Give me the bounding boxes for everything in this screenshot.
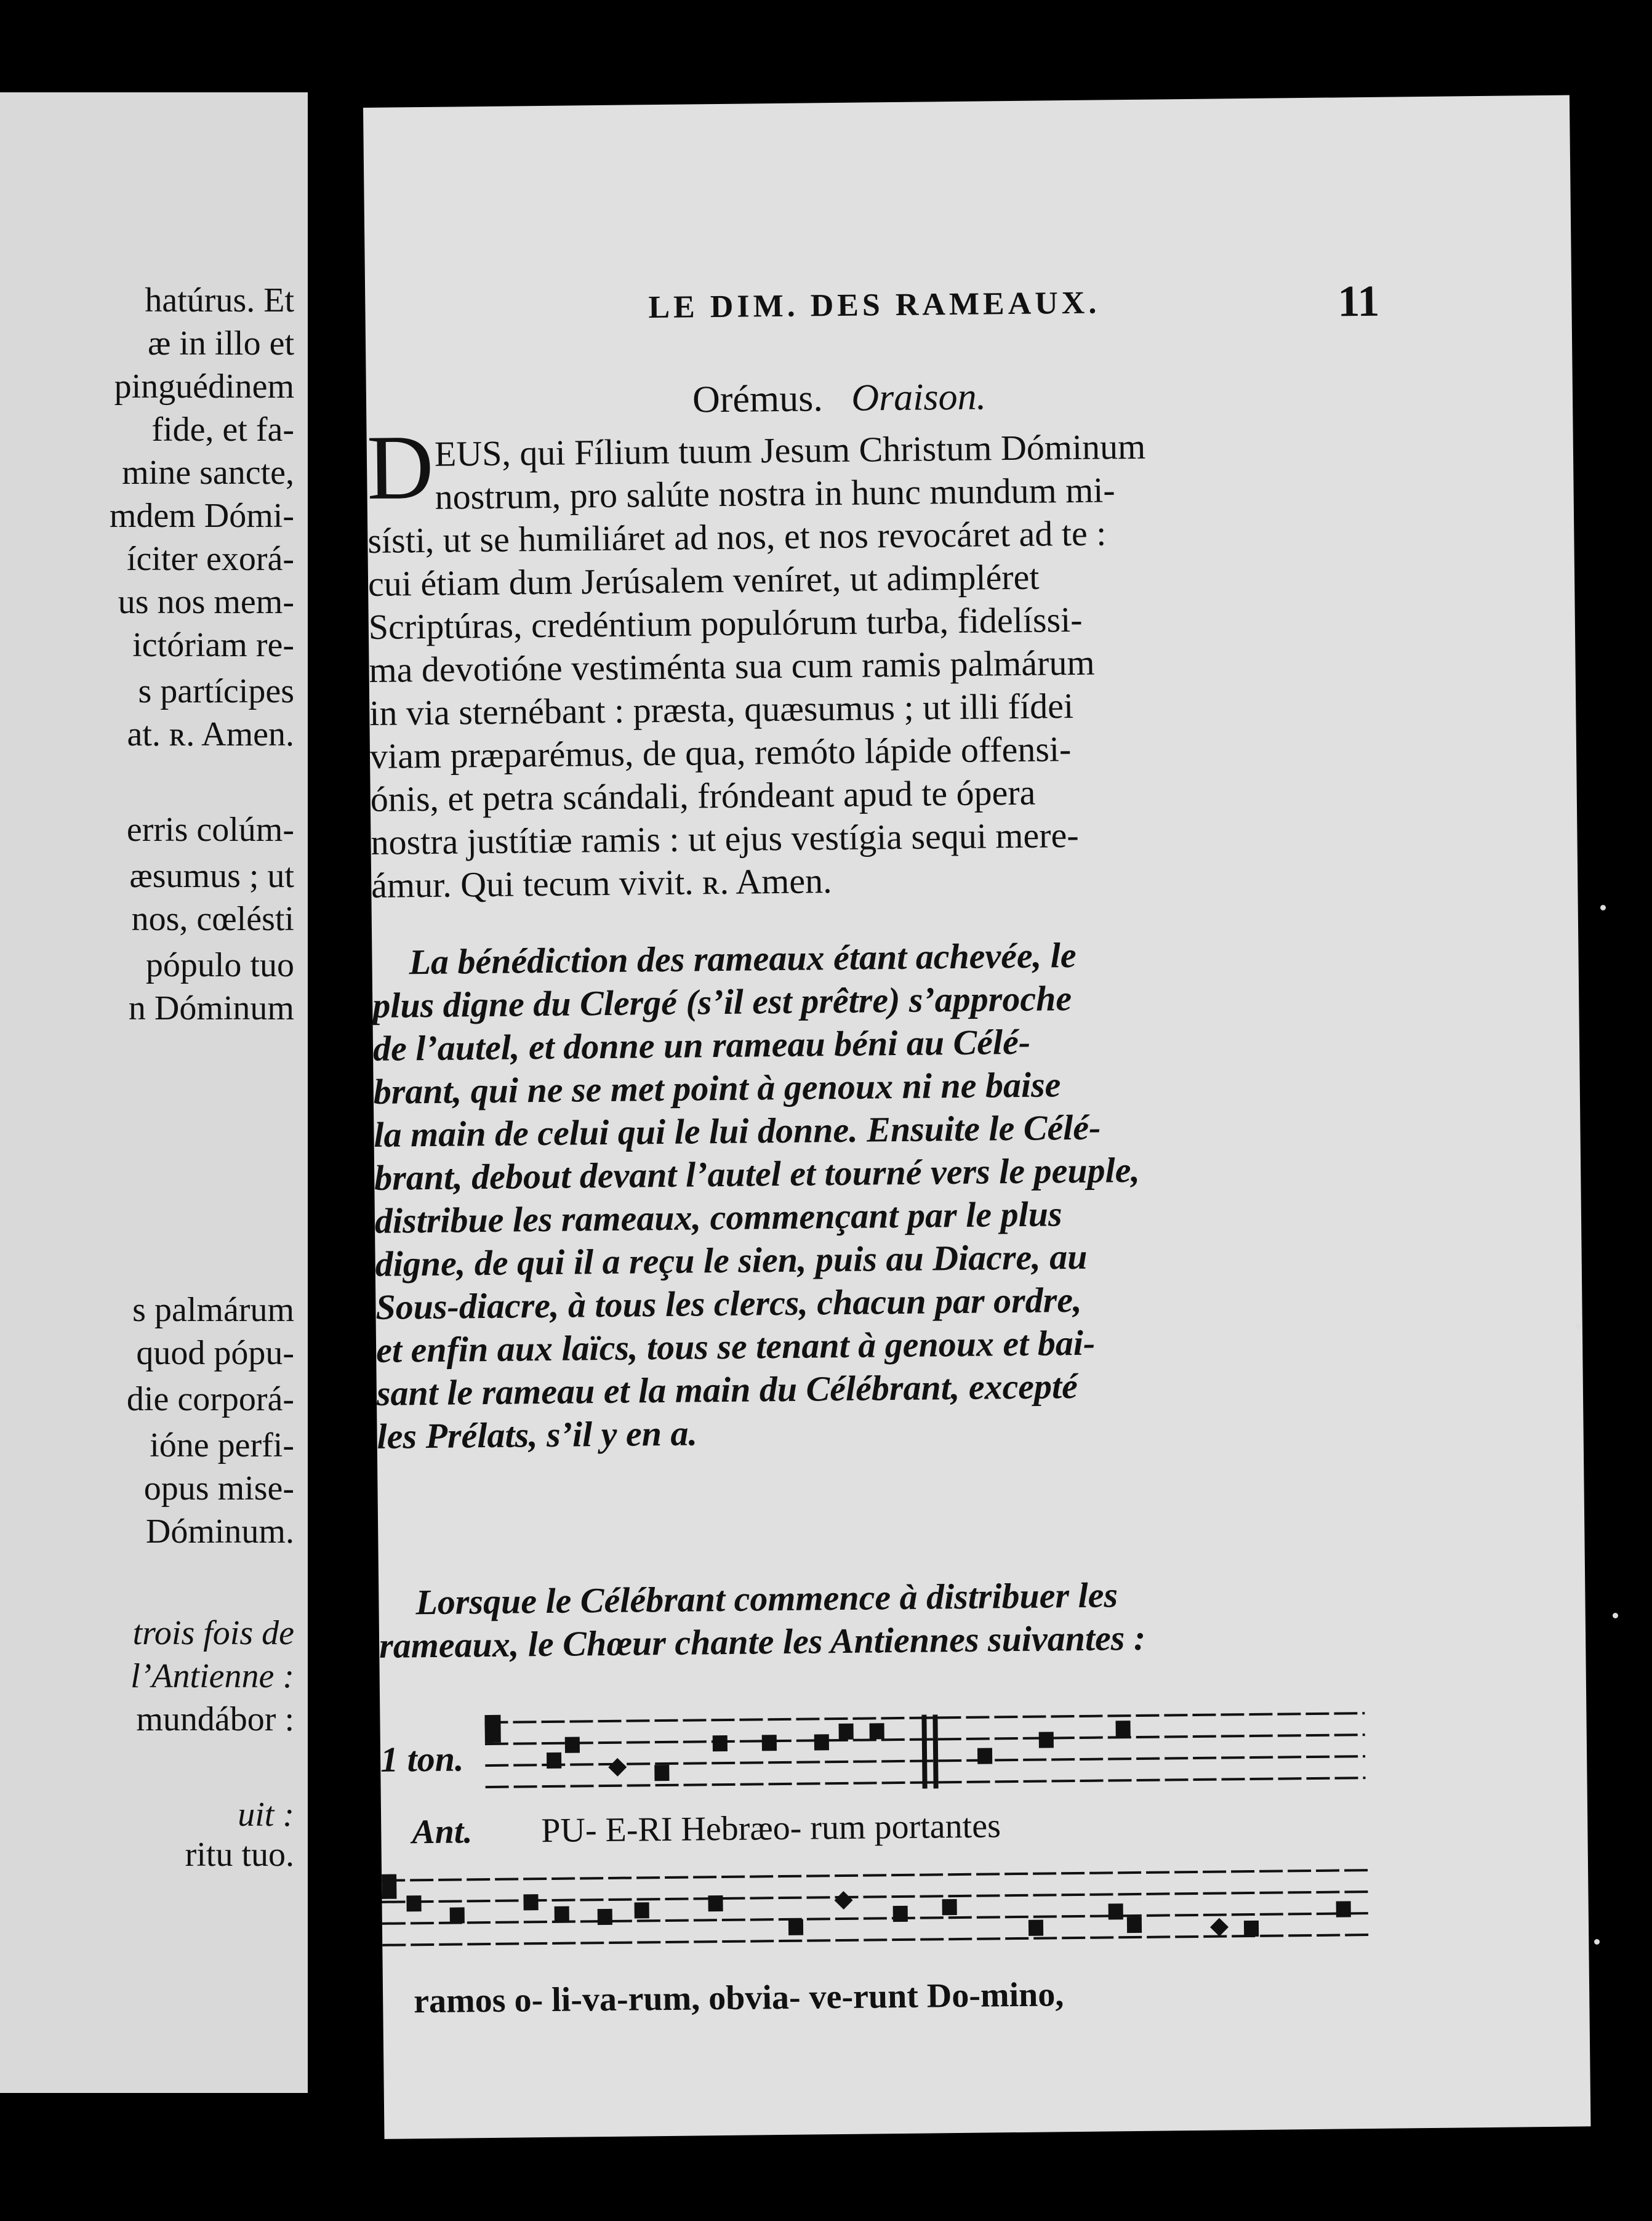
rubric-line: distribue les rameaux, commençant par le plus — [374, 1194, 1062, 1241]
left-page-line: ritu tuo. — [185, 1836, 294, 1874]
rubric-line: Sous-diacre, à tous les clercs, chacun par ordre, — [375, 1279, 1082, 1327]
left-page-line: opus mise- — [143, 1469, 294, 1508]
prayer-line: sísti, ut se humiliáret ad nos, et nos revocáret ad te : — [367, 513, 1107, 561]
left-page-line: æ in illo et — [148, 324, 294, 363]
prayer-line: nostrum, pro salúte nostra in hunc mundum mi- — [435, 470, 1116, 517]
prayer-title — [692, 375, 987, 422]
staff-2-svg — [382, 1858, 1373, 1961]
title-latin: Orémus. — [692, 377, 824, 421]
left-page-line: n Dóminum — [128, 989, 294, 1027]
prayer-line: ma devotióne vestiménta sua cum ramis palmárum — [369, 642, 1095, 690]
prayer-line: EUS, qui Fílium tuum Jesum Christum Dóminum — [434, 426, 1146, 474]
right-page — [363, 95, 1590, 2139]
staff-2 — [382, 1858, 1374, 1964]
left-page-line: die corporá- — [126, 1380, 294, 1418]
left-page-line: pópulo tuo — [145, 946, 294, 984]
left-page-line: uit : — [238, 1796, 294, 1834]
left-page-line: erris colúm- — [126, 811, 294, 849]
prayer-line: Scriptúras, credéntium populórum turba, fidelíssi- — [368, 599, 1083, 647]
staff-1-svg — [484, 1701, 1365, 1802]
title-french: Oraison. — [851, 376, 987, 419]
antiphon-label: Ant. — [412, 1812, 473, 1852]
rubric-line: de l’autel, et donne un rameau béni au Célé- — [372, 1021, 1031, 1069]
left-page-line: quod pópu- — [136, 1334, 294, 1372]
drop-cap: D — [366, 416, 435, 519]
left-page — [0, 92, 308, 2093]
left-page-line: us nos mem- — [118, 583, 294, 621]
left-page-line: mundábor : — [136, 1700, 294, 1738]
left-page-line: ictóriam re- — [132, 626, 294, 664]
rubric-line: et enfin aux laïcs, tous se tenant à genoux et bai- — [375, 1322, 1096, 1370]
page-number: 11 — [1337, 276, 1380, 326]
left-page-line: hatúrus. Et — [145, 281, 294, 319]
lyrics-line-2: ramos o- li-va-rum, obvia- ve-runt Do-mino, — [413, 1975, 1064, 2021]
prayer-line: ónis, et petra scándali, fróndeant apud te ópera — [370, 772, 1036, 819]
prayer-line: nostra justítiæ ramis : ut ejus vestígia sequi mere- — [371, 814, 1079, 862]
speck — [1594, 1939, 1600, 1945]
rubric-line: digne, de qui il a reçu le sien, puis au Diacre, au — [375, 1236, 1088, 1284]
left-page-line: s partícipes — [138, 672, 294, 710]
mode-label: 1 ton. — [380, 1738, 464, 1780]
prayer-line: viam præparémus, de qua, remóto lápide offensi- — [369, 729, 1072, 776]
rubric-line: brant, qui ne se met point à genoux ni ne baise — [373, 1064, 1061, 1112]
rubric2-line: rameaux, le Chœur chante les Antiennes suivantes : — [379, 1617, 1146, 1666]
left-page-line: Dóminum. — [145, 1512, 294, 1551]
speck — [1576, 1323, 1581, 1329]
rubric2-line: Lorsque le Célébrant commence à distribuer les — [415, 1575, 1118, 1623]
prayer-line: in via sternébant : præsta, quæsumus ; ut illi fídei — [369, 685, 1074, 733]
left-page-line: íciter exorá- — [126, 540, 294, 578]
left-page-line: ióne perfi- — [150, 1426, 294, 1464]
running-head: LE DIM. DES RAMEAUX. — [648, 285, 1101, 326]
rubric-line: la main de celui qui le lui donne. Ensuite le Célé- — [374, 1107, 1101, 1155]
left-page-line: trois fois de — [132, 1614, 294, 1652]
speck — [1613, 1613, 1618, 1618]
left-page-line: pinguédinem — [114, 367, 294, 406]
prayer-line: ámur. Qui tecum vivit. ʀ. Amen. — [371, 861, 832, 906]
lyrics-line-1: PU- E-RI Hebræo- rum portantes — [541, 1807, 1001, 1850]
rubric-line: plus digne du Clergé (s’il est prêtre) s’approche — [372, 978, 1072, 1026]
left-page-line: fide, et fa- — [151, 411, 294, 449]
speck — [1600, 905, 1606, 910]
rubric-line: les Prélats, s’il y en a. — [377, 1413, 698, 1456]
staff-1 — [484, 1701, 1366, 1805]
left-page-line: mine sancte, — [122, 454, 294, 492]
rubric-line: brant, debout devant l’autel et tourné vers le peuple, — [374, 1149, 1141, 1198]
left-page-line: s palmárum — [132, 1291, 294, 1329]
left-page-line: at. ʀ. Amen. — [127, 715, 294, 753]
left-page-line: nos, cœlésti — [131, 900, 294, 938]
rubric-line: sant le rameau et la main du Célébrant, excepté — [376, 1365, 1078, 1413]
prayer-line: cui étiam dum Jerúsalem veníret, ut adimpléret — [367, 556, 1040, 604]
left-page-line: æsumus ; ut — [129, 857, 294, 895]
left-page-line: mdem Dómi- — [109, 497, 294, 535]
rubric-line: La bénédiction des rameaux étant achevée, le — [409, 934, 1077, 982]
left-page-line: l’Antienne : — [130, 1657, 294, 1695]
